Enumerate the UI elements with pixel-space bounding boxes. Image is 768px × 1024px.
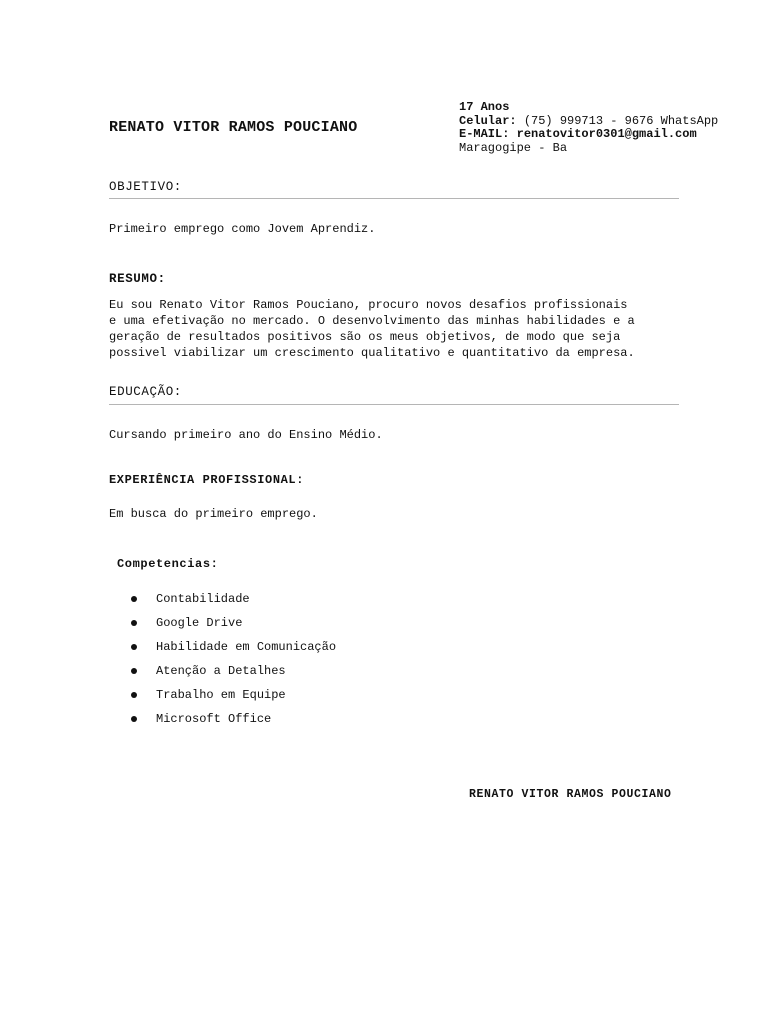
skill-label: Habilidade em Comunicação — [156, 640, 337, 654]
skill-label: Microsoft Office — [156, 712, 272, 726]
list-item — [131, 688, 336, 712]
skill-label: Google Drive — [156, 616, 243, 630]
competencias-list — [131, 592, 336, 736]
bullet-icon — [131, 620, 137, 626]
list-item — [131, 664, 336, 688]
competencias-heading: Competencias: — [117, 557, 219, 571]
objetivo-divider — [109, 198, 679, 199]
bullet-icon — [131, 644, 137, 650]
skill-label: Atenção a Detalhes — [156, 664, 286, 678]
educacao-divider — [109, 404, 679, 405]
objetivo-text: Primeiro emprego como Jovem Aprendiz. — [109, 222, 376, 236]
phone-label: Celular: — [459, 113, 517, 128]
objetivo-heading: OBJETIVO: — [109, 180, 182, 194]
email-value: renatovitor0301@gmail.com — [516, 127, 697, 141]
list-item — [131, 616, 336, 640]
signature-name: RENATO VITOR RAMOS POUCIANO — [469, 788, 672, 801]
email-label: E-MAIL: — [459, 127, 510, 141]
skill-label: Trabalho em Equipe — [156, 688, 286, 702]
experiencia-text: Em busca do primeiro emprego. — [109, 507, 318, 521]
bullet-icon — [131, 596, 137, 602]
contact-block — [459, 101, 718, 155]
resumo-line: geração de resultados positivos são os meus objetivos, de modo que seja — [109, 330, 621, 344]
skill-label: Contabilidade — [156, 592, 250, 606]
resumo-line: e uma efetivação no mercado. O desenvolvimento das minhas habilidades e a — [109, 314, 635, 328]
educacao-heading: EDUCAÇÃO: — [109, 385, 182, 399]
list-item — [131, 640, 336, 664]
experiencia-heading: EXPERIÊNCIA PROFISSIONAL: — [109, 473, 305, 487]
location-text: Maragogipe - Ba — [459, 140, 568, 155]
bullet-icon — [131, 692, 137, 698]
list-item — [131, 592, 336, 616]
bullet-icon — [131, 668, 137, 674]
educacao-text: Cursando primeiro ano do Ensino Médio. — [109, 428, 383, 442]
resumo-line: possivel viabilizar um crescimento qualitativo e quantitativo da empresa. — [109, 346, 635, 360]
resumo-line: Eu sou Renato Vitor Ramos Pouciano, procuro novos desafios profissionais — [109, 298, 628, 312]
bullet-icon — [131, 716, 137, 722]
resumo-paragraph — [109, 297, 635, 361]
age-text: 17 Anos — [459, 100, 510, 114]
candidate-name: RENATO VITOR RAMOS POUCIANO — [109, 119, 358, 136]
phone-value: (75) 999713 - 9676 WhatsApp — [523, 113, 719, 128]
list-item — [131, 712, 336, 736]
resumo-heading: RESUMO: — [109, 272, 166, 286]
